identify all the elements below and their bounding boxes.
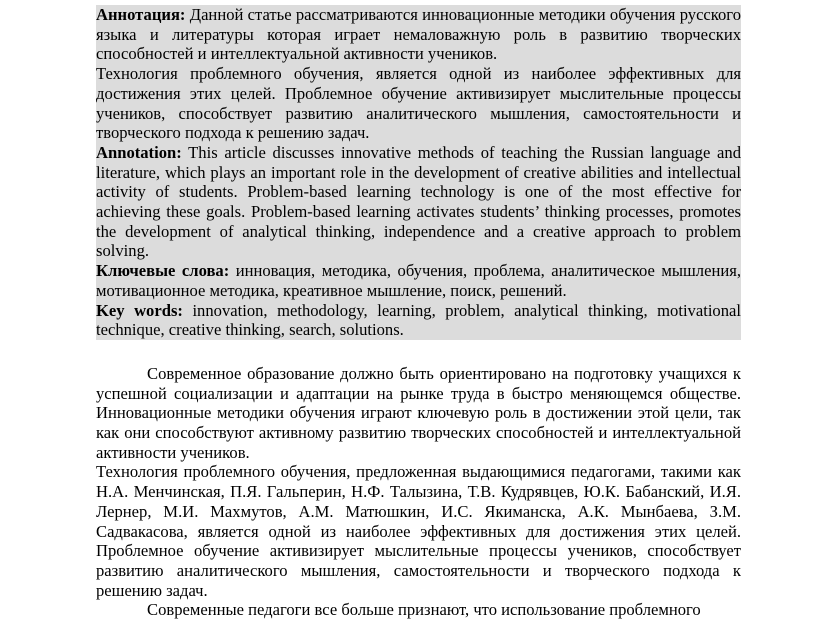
body-paragraph-1: Современное образование должно быть ориентировано на подготовку учащихся к успешной социализации и адаптации на рынке труда в быстро меняющемся обществе. Инновационные методики обучения играют ключевую роль в достижении этой цели, так как они способствуют активному развитию творческих способностей и интеллектуальной активности учеников. <box>96 363 741 462</box>
keywords-en-label: Key words: <box>96 300 183 320</box>
abstract-ru-2: Технология проблемного обучения, является одной из наиболее эффективных для достижения этих целей. Проблемное обучение активизирует мыслительные процессы учеников, способствует развитию аналитического мышления, самостоятельности и творческого подхода к решению задач. <box>96 64 741 143</box>
section-spacer <box>96 340 741 364</box>
body-paragraph-3: Современные педагоги все больше признают, что использование проблемного <box>147 600 701 620</box>
keywords-en <box>96 301 741 340</box>
abstract-ru-label: Аннотация: <box>96 5 186 24</box>
body-paragraph-2: Технология проблемного обучения, предложенная выдающимися педагогами, такими как Н.А. Менчинская, П.Я. Гальперин, Н.Ф. Талызина, Т.В. Кудрявцев, Ю.К. Бабанский, И.Я. Лернер, М.И. Махмутов, А.М. Матюшкин, И.С. Якиманска, А.К. Мынбаева, З.М. Садвакасова, является одной из наиболее эффективных для достижения этих целей. Проблемное обучение активизирует мыслительные процессы учеников, способствует развитию аналитического мышления, самостоятельности и творческого подхода к решению задач. <box>96 462 741 600</box>
abstract-block <box>96 5 741 340</box>
abstract-en-text: This article discusses innovative methods of teaching the Russian language and literature, which plays an important role in the development of creative abilities and intellectual activity of students. Problem-based learning technology is one of the most effective for achieving these goals. Problem-based learning activates students’ thinking processes, promotes the development of analytical thinking, independence and a creative approach to problem solving. <box>96 142 741 261</box>
abstract-ru <box>96 5 741 64</box>
abstract-en-label: Annotation: <box>96 142 182 162</box>
keywords-ru-label: Ключевые слова: <box>96 261 230 281</box>
abstract-ru-text: Данной статье рассматриваются инновационные методики обучения русского языка и литературы которая играет немаловажную роль в развитию творческих способностей и интеллектуальной активности учеников. <box>96 5 741 64</box>
keywords-ru-text: инновация, методика, обучения, проблема, аналитическое мышления, мотивационное методика, креативное мышление, поиск, решений. <box>96 261 741 300</box>
keywords-en-text: innovation, methodology, learning, problem, analytical thinking, motivational technique, creative thinking, search, solutions. <box>96 300 742 340</box>
document-page <box>96 5 741 620</box>
abstract-en <box>96 143 741 261</box>
keywords-ru <box>96 261 741 300</box>
